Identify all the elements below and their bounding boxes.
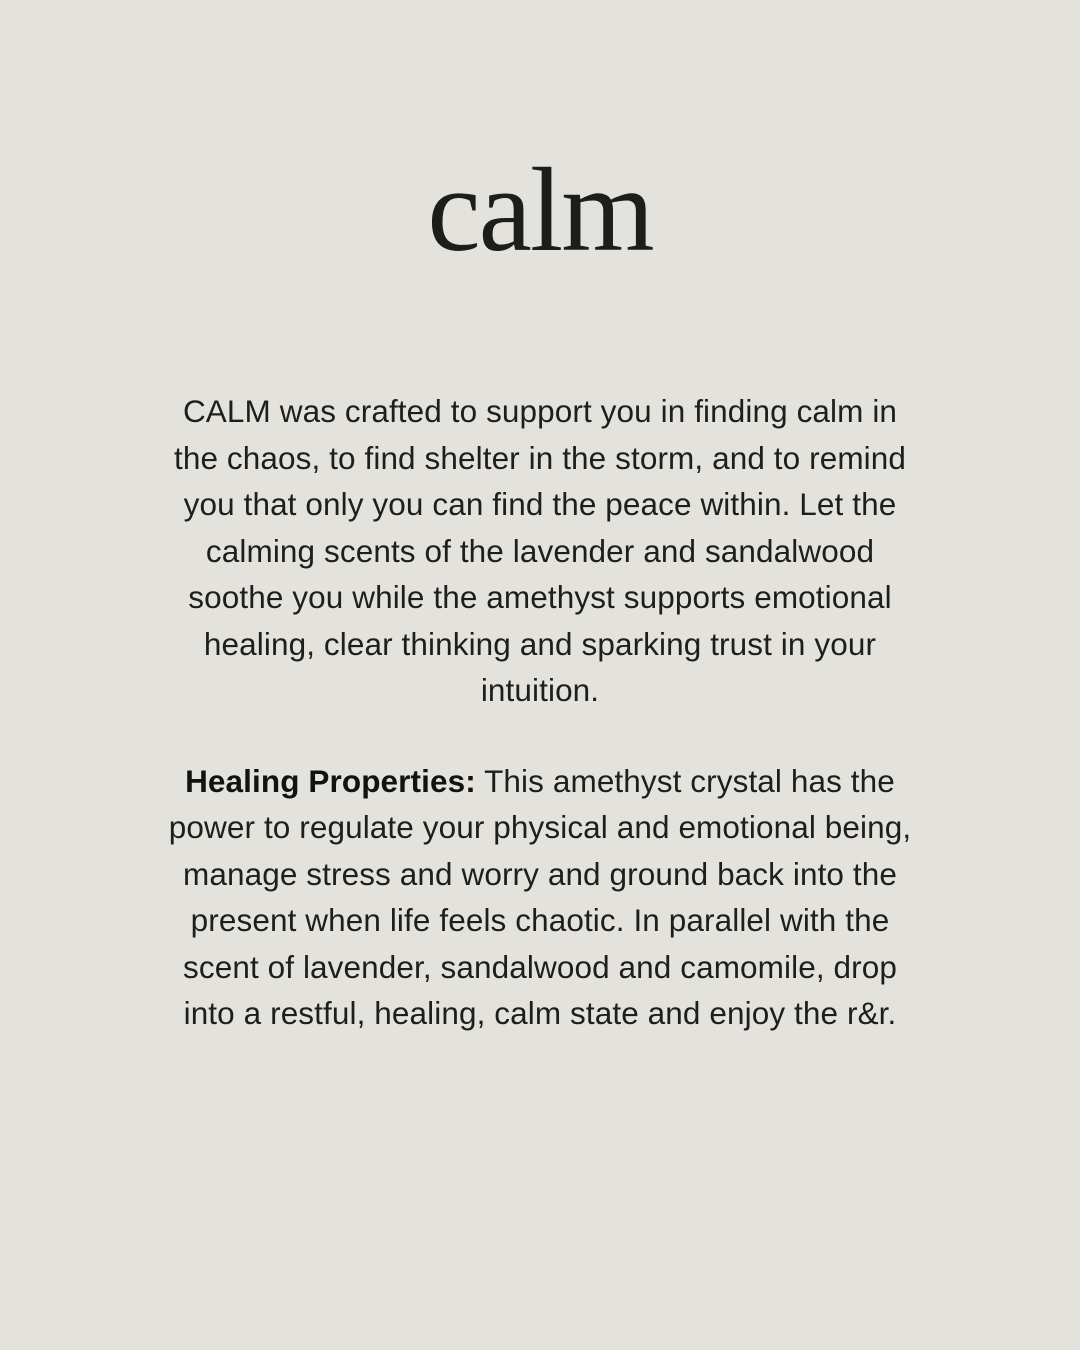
healing-properties-text: This amethyst crystal has the power to regulate your physical and emotional being, manage stress and worry and ground back into the present when life feels chaotic. In parallel with the scent of lavender, sandalwood and camomile, drop into a restful, healing, calm state and enjoy the r&r. <box>168 762 912 1031</box>
healing-properties-paragraph <box>160 758 920 1037</box>
intro-paragraph: CALM was crafted to support you in finding calm in the chaos, to find shelter in the storm, and to remind you that only you can find the peace within. Let the calming scents of the lavender and sandalwood soothe you while the amethyst supports emotional healing, clear thinking and sparking trust in your intuition. <box>173 393 907 708</box>
healing-properties-label: Healing Properties: <box>185 762 476 799</box>
page-title: calm <box>427 143 653 276</box>
